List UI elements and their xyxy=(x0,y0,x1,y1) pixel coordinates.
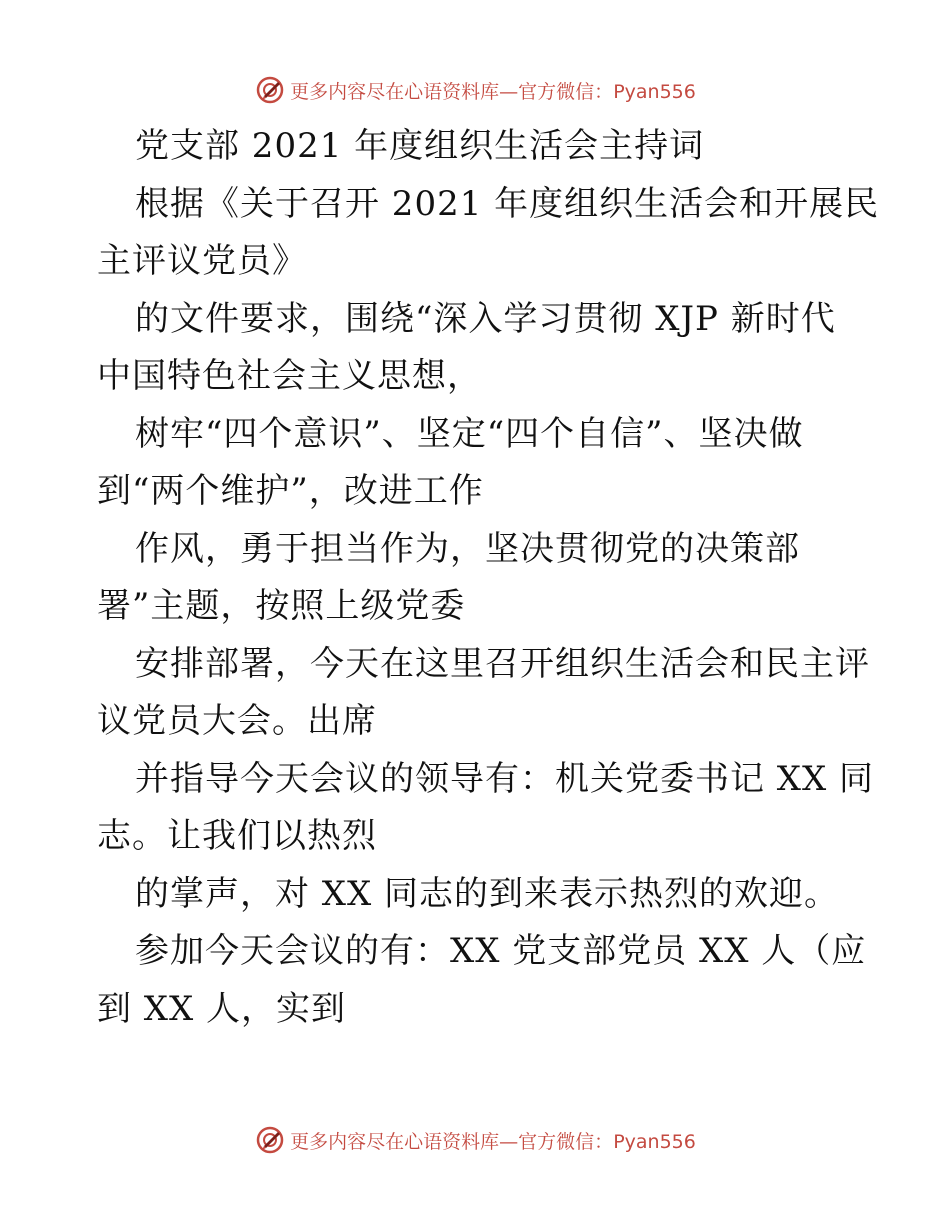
wechat-id: Pyan556 xyxy=(613,1130,696,1153)
footer-banner xyxy=(0,1122,950,1158)
banner-text: 更多内容尽在心语资料库—官方微信：Pyan556 xyxy=(290,1130,696,1153)
paragraph-line: 主评议党员》 xyxy=(97,241,307,281)
paragraph-line: 志。让我们以热烈 xyxy=(97,816,377,856)
paragraph-line: 到 XX 人，实到 xyxy=(97,988,347,1029)
paragraph-line: 参加今天会议的有：XX 党支部党员 XX 人（应 xyxy=(135,931,867,971)
paragraph-line: 议党员大会。出席 xyxy=(97,701,377,741)
header-banner xyxy=(0,72,950,108)
paragraph-line: 并指导今天会议的领导有：机关党委书记 XX 同 xyxy=(135,758,875,799)
paragraph-line: 根据《关于召开 2021 年度组织生活会和开展民 xyxy=(135,183,880,224)
paragraph-line: 的掌声，对 XX 同志的到来表示热烈的欢迎。 xyxy=(135,873,840,914)
pen-circle-logo-icon xyxy=(254,1124,286,1156)
paragraph-line: 的文件要求，围绕“深入学习贯彻 XJP 新时代 xyxy=(135,298,836,339)
banner-text: 更多内容尽在心语资料库—官方微信：Pyan556 xyxy=(290,80,696,103)
paragraph-line: 树牢“四个意识”、坚定“四个自信”、坚决做 xyxy=(135,413,804,454)
document-body xyxy=(97,118,880,1038)
paragraph-line: 作风，勇于担当作为，坚决贯彻党的决策部 xyxy=(135,528,800,569)
pen-circle-logo-icon xyxy=(254,74,286,106)
wechat-id: Pyan556 xyxy=(613,80,696,103)
paragraph-line: 安排部署，今天在这里召开组织生活会和民主评 xyxy=(135,643,870,684)
paragraph-line: 署”主题，按照上级党委 xyxy=(97,586,466,626)
document-title: 党支部 2021 年度组织生活会主持词 xyxy=(135,126,705,166)
paragraph-line: 到“两个维护”，改进工作 xyxy=(97,471,484,511)
paragraph-line: 中国特色社会主义思想， xyxy=(97,356,482,396)
